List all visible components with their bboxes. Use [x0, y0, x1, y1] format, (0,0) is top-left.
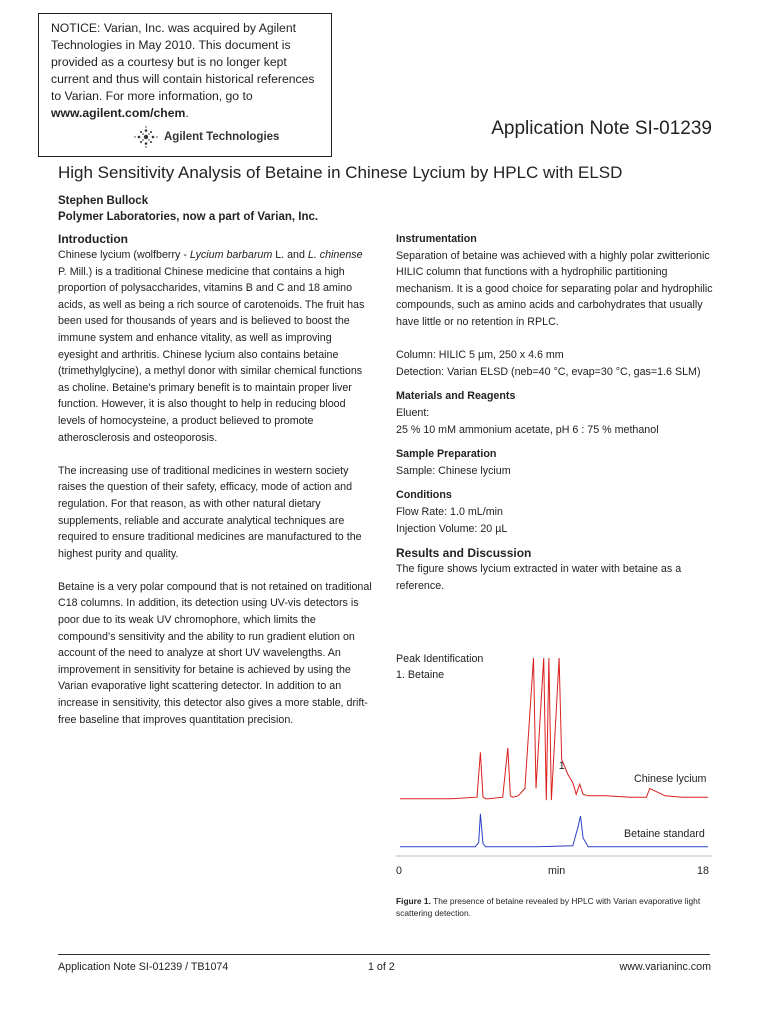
eluent-value: 25 % 10 mM ammonium acetate, pH 6 : 75 % methanol: [396, 423, 659, 436]
right-column: [396, 231, 716, 594]
results-text: The figure shows lycium extracted in water with betaine as a reference.: [396, 563, 682, 592]
author-name: Stephen Bullock: [58, 195, 149, 207]
agilent-spark-icon: [134, 126, 158, 148]
notice-link-suffix: .: [185, 106, 189, 120]
flow-rate: Flow Rate: 1.0 mL/min: [396, 505, 503, 518]
introduction-paragraph-1: Chinese lycium (wolfberry - Lycium barbarum L. and L. chinense P. Mill.) is a traditional Chinese medicine that contains a high proportion of polysaccharides, vitamins B and C and 18 amino acids, as well as being a rich source of carotenoids. The fruit has been used for thousands of years and is believed to boost the immune system and enhance vitality, as well as improving eyesight and arthritis. Chinese lycium also contains betaine (trimethylglycine), a methyl donor with similar chemical functions as choline. Betaine’s primary benefit is to maintain proper liver function. However, it is also thought to help in reducing blood levels of homocysteine, a product believed to promote atherosclerosis and osteoporosis.: [58, 249, 365, 444]
agilent-logo: [134, 126, 279, 148]
notice-text: NOTICE: Varian, Inc. was acquired by Agilent Technologies in May 2010. This document is provided as a courtesy but is no longer kept current and thus will contain historical references to Varian. For more information, go to: [51, 21, 315, 103]
figure-caption-label: Figure 1.: [396, 896, 431, 906]
eluent-label: Eluent:: [396, 406, 430, 419]
application-note-number: Application Note SI-01239: [491, 118, 712, 139]
conditions-heading: Conditions: [396, 489, 452, 502]
introduction-heading: Introduction: [58, 232, 128, 246]
author-affiliation: Polymer Laboratories, now a part of Varian, Inc.: [58, 211, 319, 223]
instrumentation-text: Separation of betaine was achieved with a highly polar zwitterionic HILIC column that functions with a hydrophilic partitioning mechanism. It is a good choice for separating polar and hydrophilic compounds, such as amino acids and carbohydrates that usually have little or no retention in RPLC.: [396, 249, 713, 328]
materials-heading: Materials and Reagents: [396, 390, 516, 403]
column-spec: Column: HILIC 5 µm, 250 x 4.6 mm: [396, 349, 564, 362]
x-tick-label-min: 0: [396, 865, 402, 875]
detection-spec: Detection: Varian ELSD (neb=40 °C, evap=30 °C, gas=1.6 SLM): [396, 365, 701, 378]
introduction-paragraph-2: The increasing use of traditional medicines in western society raises the question of their safety, efficacy, mode of action and regulation. For that reason, as with other natural dietary supplements, reliable and accurate analytical techniques are required to ensure traditional medicines are manufactured to the highest purity and quality.: [58, 464, 362, 560]
footer-left: Application Note SI-01239 / TB1074: [58, 961, 229, 973]
agilent-link[interactable]: www.agilent.com/chem: [51, 106, 186, 120]
chinese-lycium-label: Chinese lycium: [634, 773, 707, 785]
sample-heading: Sample Preparation: [396, 448, 497, 461]
figure-caption: [396, 895, 716, 919]
figure-caption-text: The presence of betaine revealed by HPLC with Varian evaporative light scattering detection.: [396, 896, 701, 918]
sample-text: Sample: Chinese lycium: [396, 464, 511, 477]
document-title: High Sensitivity Analysis of Betaine in Chinese Lycium by HPLC with ELSD: [58, 163, 623, 182]
author-block: [58, 193, 318, 225]
chromatogram-chart: [390, 645, 715, 875]
footer-divider: [58, 954, 710, 955]
footer-page-number: 1 of 2: [368, 961, 395, 973]
footer-website[interactable]: www.varianinc.com: [619, 961, 711, 973]
x-tick-label-max: 18: [697, 865, 709, 875]
agilent-logo-text: Agilent Technologies: [164, 131, 280, 143]
left-column: [58, 231, 374, 728]
peak-id-item: 1. Betaine: [396, 669, 445, 681]
betaine-standard-label: Betaine standard: [624, 828, 705, 840]
introduction-paragraph-3: Betaine is a very polar compound that is not retained on traditional C18 columns. In addition, its detection using UV-vis detectors is poor due to its weak UV chromophore, which limits the compound’s sensitivity and the ability to run gradient elution on account of the need to analyze at short UV wavelengths. An improvement in sensitivity for betaine is achieved by using the Varian evaporative light scattering detector. In addition to an increase in sensitivity, this detector also gives a more stable, drift-free baseline that improves quantitation precision.: [58, 580, 372, 726]
peak-id-title: Peak Identification: [396, 653, 484, 665]
results-heading: Results and Discussion: [396, 546, 532, 561]
peak-marker-1: 1: [558, 760, 565, 772]
injection-volume: Injection Volume: 20 µL: [396, 522, 508, 535]
x-axis-label: min: [548, 865, 566, 875]
instrumentation-heading: Instrumentation: [396, 233, 477, 245]
